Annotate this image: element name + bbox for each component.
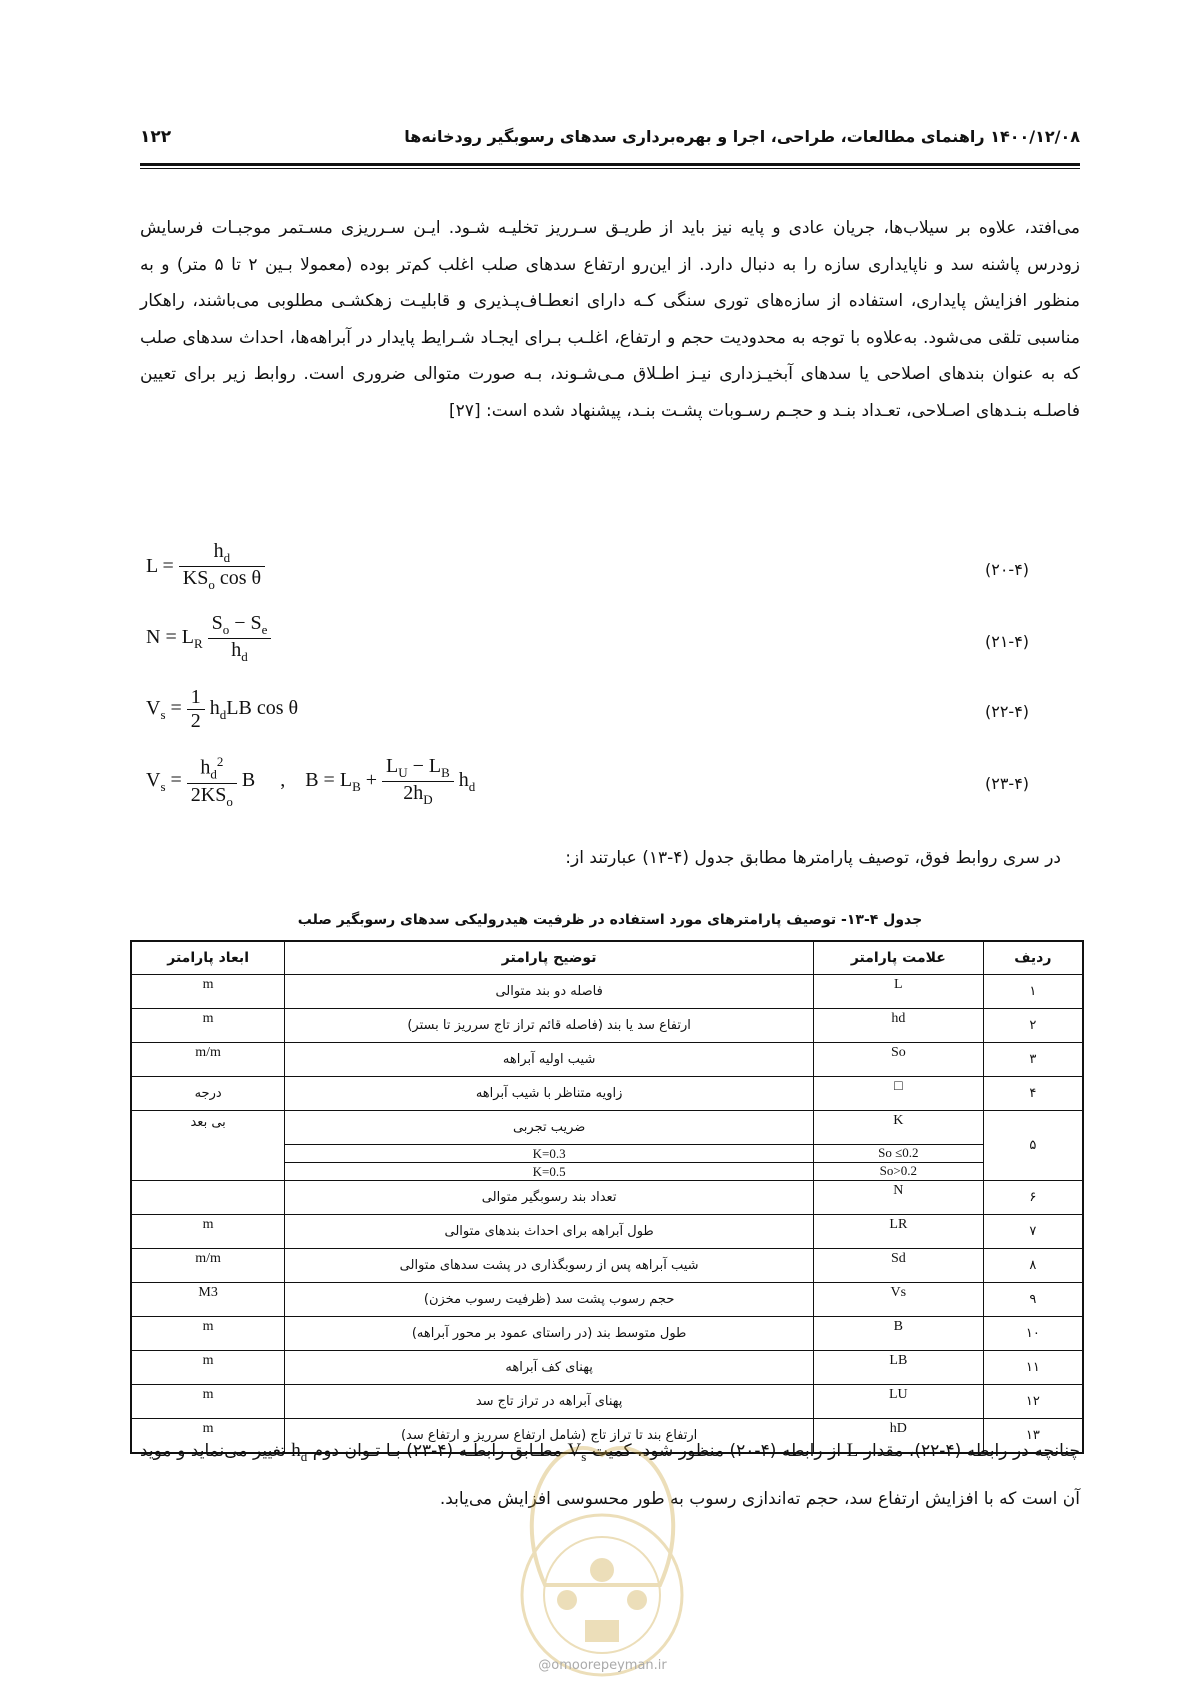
row-symbol: Sd <box>814 1249 984 1283</box>
row-symbol: N <box>814 1181 984 1215</box>
equation-22: $V_s$ = $\frac{1}{2}$ $h_dLB$ cos θ <box>146 686 299 732</box>
row-symbol: Vs <box>814 1283 984 1317</box>
table-row <box>131 1215 1083 1249</box>
header-row-number: ردیف <box>983 941 1083 975</box>
publisher-seal-watermark <box>505 1435 700 1685</box>
row-number: ۶ <box>983 1181 1083 1215</box>
equation-21-number: (۲۱-۴) <box>985 632 1030 651</box>
closing-symbol-hd: $h_d$ <box>291 1440 308 1464</box>
row-number: ۱۱ <box>983 1351 1083 1385</box>
row-description: فاصله دو بند متوالی <box>285 975 814 1009</box>
header-dimension: ابعاد پارامتر <box>131 941 285 975</box>
subrow-description: K=0.5 <box>285 1163 814 1181</box>
row-number: ۱۲ <box>983 1385 1083 1419</box>
row-dimension: M3 <box>131 1283 285 1317</box>
row-description: زاویه متناظر با شیب آبراهه <box>285 1077 814 1111</box>
row-dimension: m/m <box>131 1249 285 1283</box>
page-header <box>140 127 1080 157</box>
row-symbol: K <box>814 1111 984 1145</box>
row-number: ۹ <box>983 1283 1083 1317</box>
row-description: پهنای کف آبراهه <box>285 1351 814 1385</box>
row-number: ۷ <box>983 1215 1083 1249</box>
row-dimension: m <box>131 975 285 1009</box>
table-caption: جدول ۴-۱۳- توصیف پارامترهای مورد استفاده در ظرفیت هیدرولیکی سدهای رسوبگیر صلب <box>297 912 923 928</box>
table-row <box>131 1317 1083 1351</box>
equation-22-number: (۲۲-۴) <box>985 702 1030 721</box>
table-row <box>131 1385 1083 1419</box>
row-description: شیب آبراهه پس از رسوبگذاری در پشت سدهای متوالی <box>285 1249 814 1283</box>
header-symbol: علامت پارامتر <box>814 941 984 975</box>
row-description: ضریب تجربی <box>285 1111 814 1145</box>
row-dimension: بی بعد <box>131 1111 285 1181</box>
table-header-row <box>131 941 1083 975</box>
table-row <box>131 1111 1083 1145</box>
row-dimension: m <box>131 1385 285 1419</box>
row-symbol: LR <box>814 1215 984 1249</box>
row-number: ۴ <box>983 1077 1083 1111</box>
row-dimension: m <box>131 1317 285 1351</box>
row-symbol: LB <box>814 1351 984 1385</box>
row-dimension: m <box>131 1215 285 1249</box>
row-description: ارتفاع بند تا تراز تاج (شامل ارتفاع سرریز و ارتفاع سد) <box>285 1419 814 1454</box>
row-symbol: □ <box>814 1077 984 1111</box>
table-row <box>131 1249 1083 1283</box>
equation-20: L = $\frac{h_d}{KS_o \cos \theta}$ <box>146 540 265 600</box>
row-number: ۳ <box>983 1043 1083 1077</box>
equation-20-number: (۲۰-۴) <box>985 560 1030 579</box>
subrow-symbol: So>0.2 <box>814 1163 984 1181</box>
row-symbol: LU <box>814 1385 984 1419</box>
row-dimension: m/m <box>131 1043 285 1077</box>
body-paragraph: می‌افتد، علاوه بر سیلاب‌ها، جریان عادی و پایه نیز باید از طریـق سـرریز تخلیـه شـود. ایـن سـرریزی مسـتمر موجبـات فرسایش زودرس پاشنه سد و ناپایداری سازه را به دنبال دارد. از این‌رو ارتفاع سدهای صلب اغلب کم‌تر بوده (معمولا بـین ۲ تا ۵ متر) و به منظور افزایش پایداری، استفاده از سازه‌های توری سنگی کـه دارای انعطـاف‌پـذیری و قابلیـت زهکشـی مطلوبی می‌باشند، راهکار مناسبی تلقی می‌شود. به‌علاوه با توجه به محدودیت حجم و ارتفاع، اغلـب بـرای ایجـاد شـرایط پایدار در آبراهه‌ها، احداث سدهای صلب که به عنوان بندهای اصلاحی یا سدهای آبخیـزداری نیـز اطـلاق مـی‌شـوند، بـه صورت متوالی ضروری است. روابط زیر برای تعیین فاصلـه بنـدهای اصـلاحی، تعـداد بنـد و حجـم رسـوبات پشـت بنـد، پیشنهاد شده است: [۲۷] <box>140 218 1081 421</box>
row-number: ۱ <box>983 975 1083 1009</box>
header-rule-thick <box>140 163 1080 166</box>
row-number: ۲ <box>983 1009 1083 1043</box>
row-number: ۱۳ <box>983 1419 1083 1454</box>
equation-23-number: (۲۳-۴) <box>985 774 1030 793</box>
table-row <box>131 1077 1083 1111</box>
equation-23: $V_s$ = $\frac{h_d^2}{2KS_o}$ B , $B = L_B$ + $\frac{L_U - L_B}{2h_D}$ $h_d$ <box>146 754 476 809</box>
subrow-symbol: So ≤0.2 <box>814 1145 984 1163</box>
row-number: ۵ <box>983 1111 1083 1181</box>
row-dimension: m <box>131 1351 285 1385</box>
row-description: پهنای آبراهه در تراز تاج سد <box>285 1385 814 1419</box>
row-description: حجم رسوب پشت سد (ظرفیت رسوب مخزن) <box>285 1283 814 1317</box>
subrow-description: K=0.3 <box>285 1145 814 1163</box>
closing-text-3: مطـابق رابطـه (۴-۲۳) بـا تـوان دوم <box>312 1441 562 1461</box>
watermark-url: @omoorepeyman.ir <box>538 1658 667 1673</box>
row-description: طول آبراهه برای احداث بندهای متوالی <box>285 1215 814 1249</box>
row-description: شیب اولیه آبراهه <box>285 1043 814 1077</box>
row-description: تعداد بند رسوبگیر متوالی <box>285 1181 814 1215</box>
parameters-table <box>130 940 1084 1454</box>
row-description: طول متوسط بند (در راستای عمود بر محور آبراهه) <box>285 1317 814 1351</box>
closing-symbol-Vs: $V_s$ <box>567 1440 587 1464</box>
closing-text-2: از رابطه (۴-۲۰) منظور شود، کمیت <box>591 1441 842 1461</box>
row-dimension: m <box>131 1419 285 1454</box>
running-title: ۱۴۰۰/۱۲/۰۸ راهنمای مطالعات، طراحی، اجرا و بهره‌برداری سدهای رسوبگیر رودخانه‌ها <box>404 127 1080 146</box>
table-intro-text: در سری روابط فوق، توصیف پارامترها مطابق جدول (۴-۱۳) عبارتند از: <box>565 848 1061 868</box>
row-symbol: hD <box>814 1419 984 1454</box>
row-symbol: L <box>814 975 984 1009</box>
row-number: ۸ <box>983 1249 1083 1283</box>
table-row <box>131 1043 1083 1077</box>
row-symbol: So <box>814 1043 984 1077</box>
row-symbol: B <box>814 1317 984 1351</box>
closing-symbol-L: L <box>846 1440 859 1461</box>
page-number: ۱۲۲ <box>140 127 172 147</box>
row-dimension: m <box>131 1009 285 1043</box>
row-description: ارتفاع سد یا بند (فاصله قائم تراز تاج سرریز تا بستر) <box>285 1009 814 1043</box>
equation-21: $N = L_R$ $\frac{S_o - S_e}{h_d}$ <box>146 612 271 672</box>
row-number: ۱۰ <box>983 1317 1083 1351</box>
header-rule-thin <box>140 168 1080 169</box>
table-row <box>131 1351 1083 1385</box>
row-dimension <box>131 1181 285 1215</box>
closing-text-4: تغییر می‌نماید و موید آن است که با افزایش ارتفاع سد، حجم ته‌اندازی رسوب به طور محسوسی افزایش می‌یابد. <box>140 1441 1080 1509</box>
table-row <box>131 1283 1083 1317</box>
closing-text-1: چنانچه در رابطه (۴-۲۲)، مقدار <box>863 1441 1080 1461</box>
header-description: توضیح پارامتر <box>285 941 814 975</box>
table-row <box>131 1181 1083 1215</box>
table-row <box>131 1009 1083 1043</box>
table-row <box>131 975 1083 1009</box>
row-dimension: درجه <box>131 1077 285 1111</box>
row-symbol: hd <box>814 1009 984 1043</box>
